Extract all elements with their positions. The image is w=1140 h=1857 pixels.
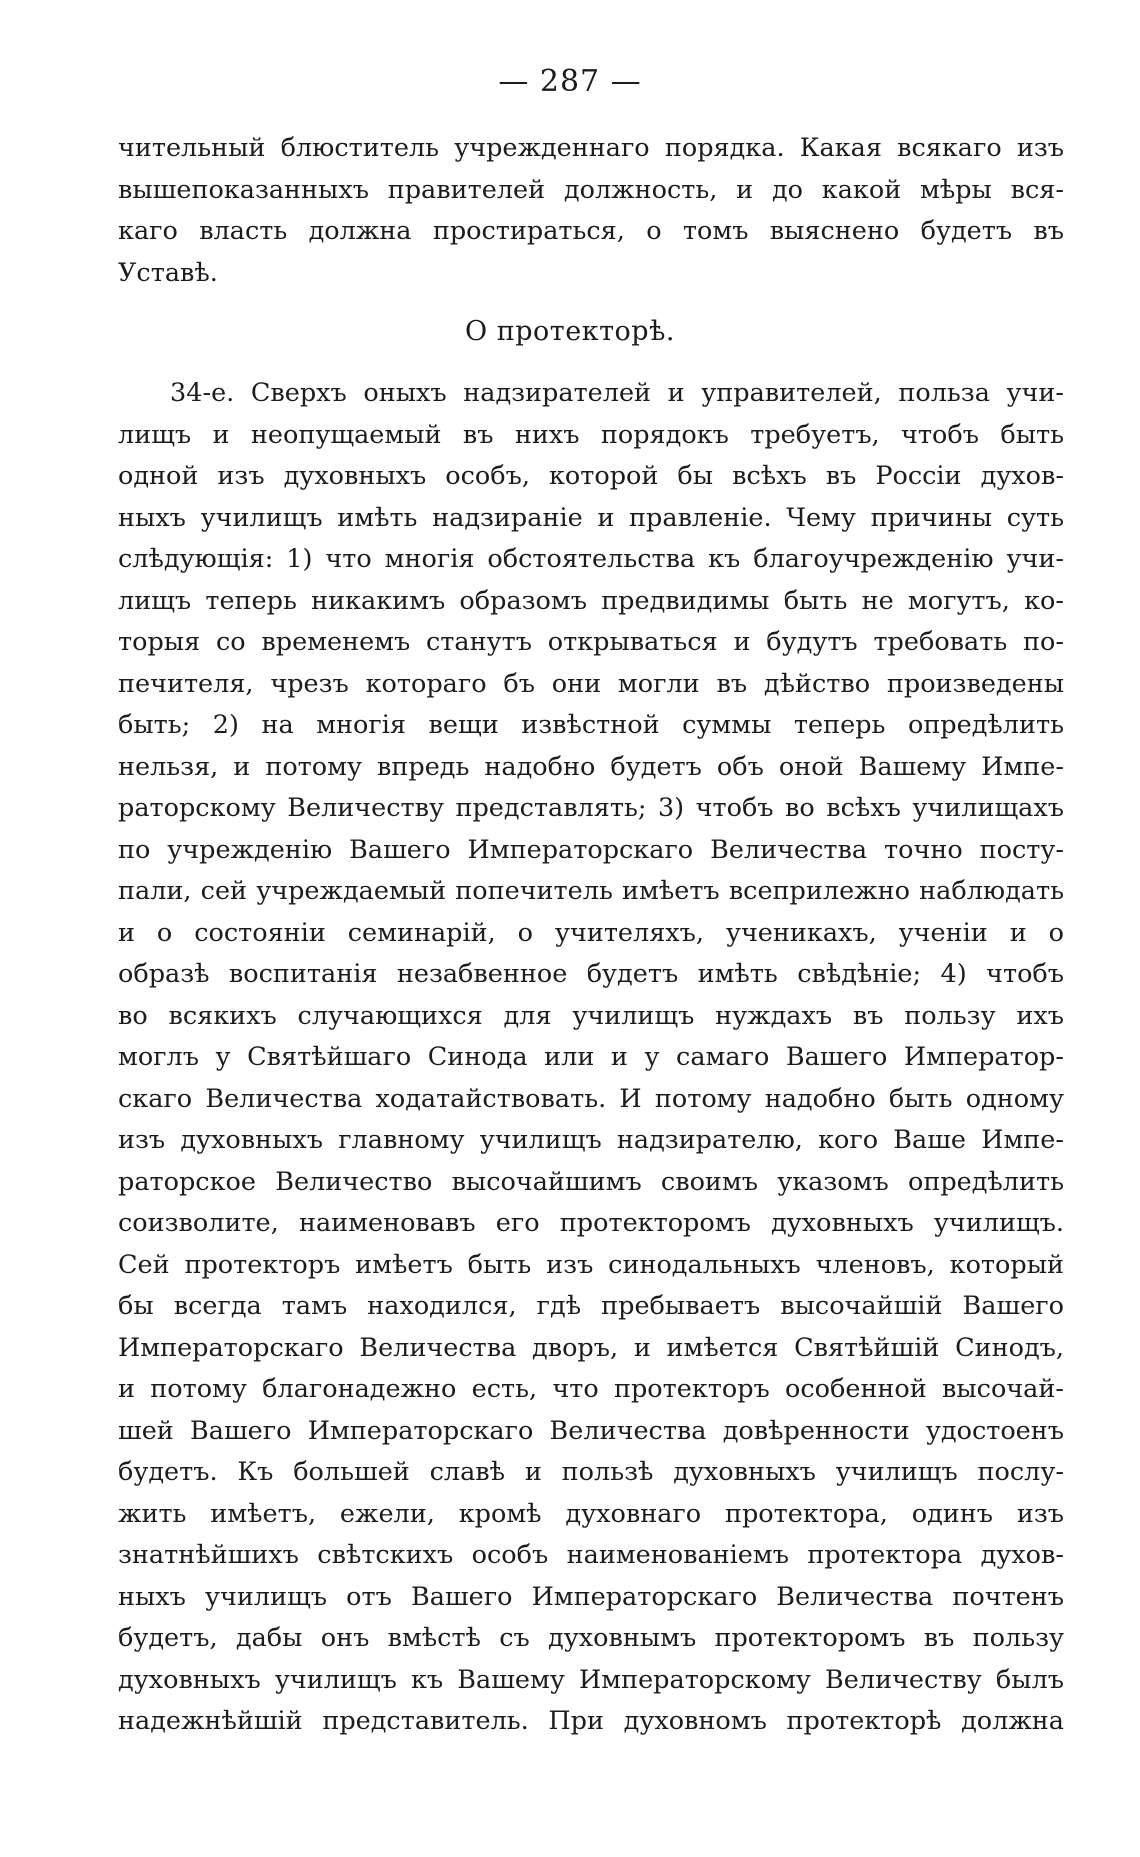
- text-line: быть; 2) на многія вещи извѣстной суммы теперь опредѣлить: [118, 710, 1064, 740]
- text-line: скаго Величества ходатайствовать. И потому надобно быть одному: [118, 1083, 1064, 1114]
- text-line: одной изъ духовныхъ особъ, которой бы всѣхъ въ Россіи духов-: [118, 461, 1064, 491]
- text-line: ныхъ училищъ имѣть надзираніе и правленіе. Чему причины суть: [118, 502, 1064, 533]
- text-line: Сей протекторъ имѣетъ быть изъ синодальныхъ членовъ, который: [118, 1249, 1064, 1280]
- text-line: и о состояніи семинарій, о учителяхъ, ученикахъ, ученіи и о: [118, 917, 1064, 948]
- text-line: печителя, чрезъ котораго бъ они могли въ дѣйство произведены: [118, 668, 1064, 699]
- text-line: каго власть должна простираться, о томъ выяснено будетъ въ: [118, 216, 1064, 246]
- page-number: — 287 —: [498, 64, 642, 99]
- text-line: вышепоказанныхъ правителей должность, и до какой мѣры вся-: [118, 174, 1064, 205]
- text-line: слѣдующія: 1) что многія обстоятельства къ благоучрежденію учи-: [118, 544, 1064, 574]
- text-line: духовныхъ училищъ къ Вашему Императорскому Величеству былъ: [118, 1664, 1064, 1695]
- text-line: раторское Величество высочайшимъ своимъ указомъ опредѣлить: [118, 1166, 1064, 1197]
- text-line: будетъ, дабы онъ вмѣстѣ съ духовнымъ протекторомъ въ пользу: [118, 1623, 1064, 1653]
- text-line: 34-е. Сверхъ оныхъ надзирателей и управителей, польза учи-: [170, 378, 1064, 408]
- text-line: знатнѣйшихъ свѣтскихъ особъ наименованіемъ протектора духов-: [118, 1540, 1064, 1570]
- text-line: жить имѣетъ, ежели, кромѣ духовнаго протектора, одинъ изъ: [118, 1498, 1064, 1529]
- main-paragraph: [118, 373, 1064, 1743]
- top-paragraph: [118, 128, 1064, 294]
- text-line: будетъ. Къ большей славѣ и пользѣ духовныхъ училищъ послу-: [118, 1457, 1064, 1487]
- text-line: во всякихъ случающихся для училищъ нуждахъ въ пользу ихъ: [118, 1000, 1064, 1031]
- text-line: изъ духовныхъ главному училищъ надзирателю, кого Ваше Импе-: [118, 1125, 1064, 1155]
- text-line: образѣ воспитанія незабвенное будетъ имѣть свѣдѣніе; 4) чтобъ: [118, 959, 1064, 989]
- text-line: и потому благонадежно есть, что протекторъ особенной высочай-: [118, 1374, 1064, 1404]
- section-heading: О протекторѣ.: [465, 316, 675, 347]
- text-line: ныхъ училищъ отъ Вашего Императорскаго Величества почтенъ: [118, 1581, 1064, 1612]
- text-line: раторскому Величеству представлять; 3) чтобъ во всѣхъ училищахъ: [118, 793, 1064, 823]
- text-line: лищъ и неопущаемый въ нихъ порядокъ требуетъ, чтобъ быть: [118, 419, 1064, 450]
- text-line: лищъ теперь никакимъ образомъ предвидимы быть не могутъ, ко-: [118, 585, 1064, 616]
- text-line: торыя со временемъ станутъ открываться и будутъ требовать по-: [118, 627, 1064, 657]
- text-line: Императорскаго Величества дворъ, и имѣется Святѣйшій Синодъ,: [118, 1332, 1064, 1363]
- text-line: нельзя, и потому впредь надобно будетъ объ оной Вашему Импе-: [118, 751, 1064, 782]
- text-line: соизволите, наименовавъ его протекторомъ духовныхъ училищъ.: [118, 1208, 1064, 1238]
- text-line: шей Вашего Императорскаго Величества довѣренности удостоенъ: [118, 1415, 1064, 1446]
- text-line: надежнѣйшій представитель. При духовномъ протекторѣ должна: [118, 1706, 1064, 1736]
- text-line: чительный блюститель учрежденнаго порядка. Какая всякаго изъ: [118, 133, 1064, 163]
- text-line: Уставѣ.: [118, 257, 218, 288]
- text-line: моглъ у Святѣйшаго Синода или и у самаго Вашего Император-: [118, 1042, 1064, 1072]
- text-line: пали, сей учреждаемый попечитель имѣетъ всеприлежно наблюдать: [118, 876, 1064, 906]
- text-line: по учрежденію Вашего Императорскаго Величества точно посту-: [118, 834, 1064, 865]
- text-line: бы всегда тамъ находился, гдѣ пребываетъ высочайшій Вашего: [118, 1291, 1064, 1321]
